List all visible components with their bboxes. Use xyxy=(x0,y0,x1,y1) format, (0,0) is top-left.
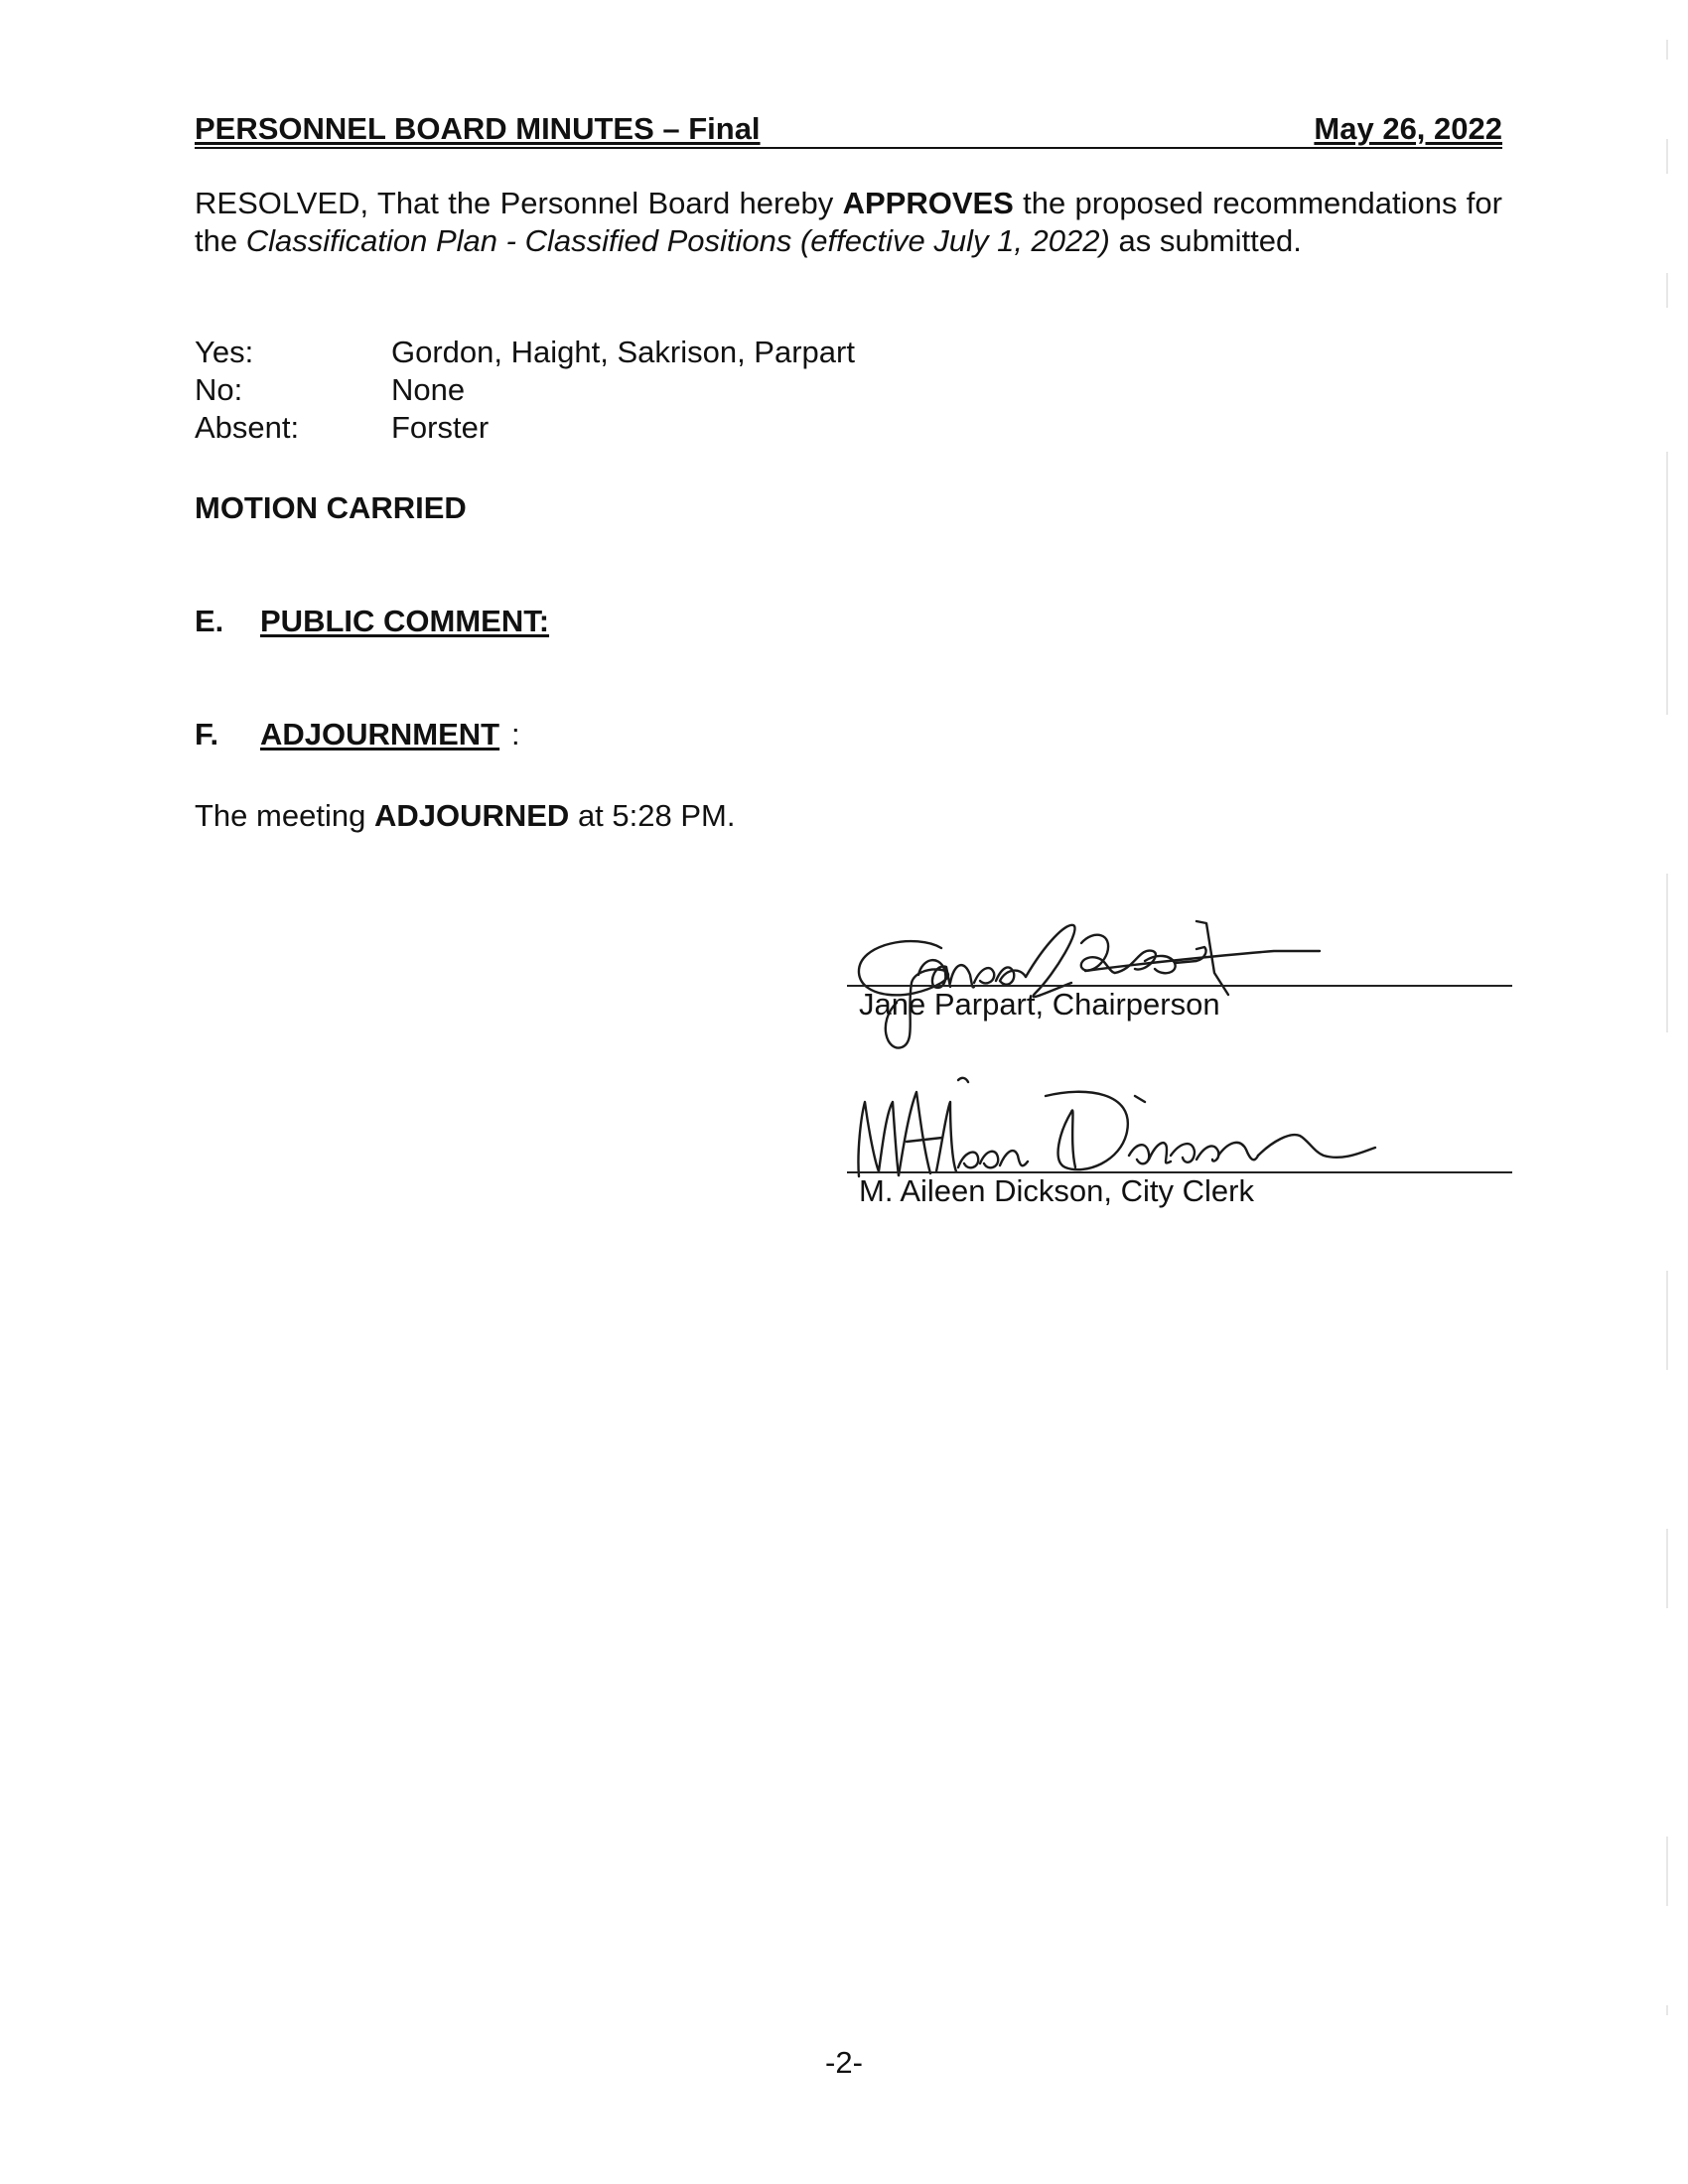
page-number: -2- xyxy=(825,2045,863,2080)
section-e-title: PUBLIC COMMENT: xyxy=(260,604,550,638)
vote-yes-value: Gordon, Haight, Sakrison, Parpart xyxy=(391,335,855,369)
adjournment-keyword: ADJOURNED xyxy=(373,798,570,833)
vote-no-value: None xyxy=(391,372,466,407)
section-f-title-wrap xyxy=(260,717,499,752)
header-date: May 26, 2022 xyxy=(1314,111,1502,146)
vote-absent-value: Forster xyxy=(391,410,490,445)
resolution-lead: RESOLVED, That the Personnel Board hereby xyxy=(195,186,834,220)
scan-margin-marks xyxy=(1664,0,1674,2184)
resolution-paragraph xyxy=(195,185,1502,260)
header-title: PERSONNEL BOARD MINUTES – Final xyxy=(195,111,761,146)
vote-yes-label: Yes: xyxy=(195,335,254,369)
resolution-document: Classification Plan - Classified Positions (effective July 1, 2022) xyxy=(245,223,1110,258)
section-e-letter: E. xyxy=(195,604,224,638)
section-f-title: ADJOURNMENT xyxy=(260,717,500,751)
chair-signature-block xyxy=(847,893,1512,1052)
vote-no-label: No: xyxy=(195,372,243,407)
adjournment-suffix: at 5:28 PM. xyxy=(577,798,736,833)
adjournment-statement xyxy=(195,798,735,834)
chair-signature-caption: Jane Parpart, Chairperson xyxy=(859,987,1220,1022)
chair-signature-image xyxy=(847,903,1443,1062)
clerk-signature-caption: M. Aileen Dickson, City Clerk xyxy=(859,1173,1254,1208)
section-f-colon: : xyxy=(511,717,520,751)
vote-absent-label: Absent: xyxy=(195,410,300,445)
adjournment-prefix: The meeting xyxy=(195,798,366,833)
motion-result: MOTION CARRIED xyxy=(195,490,467,525)
section-f-letter: F. xyxy=(195,717,219,751)
resolution-action: APPROVES xyxy=(842,186,1014,220)
resolution-end: as submitted. xyxy=(1118,223,1302,258)
resolution-middle: the proposed recommendations for the xyxy=(195,186,1502,258)
clerk-signature-block xyxy=(847,1072,1512,1231)
page-header xyxy=(195,107,1502,149)
